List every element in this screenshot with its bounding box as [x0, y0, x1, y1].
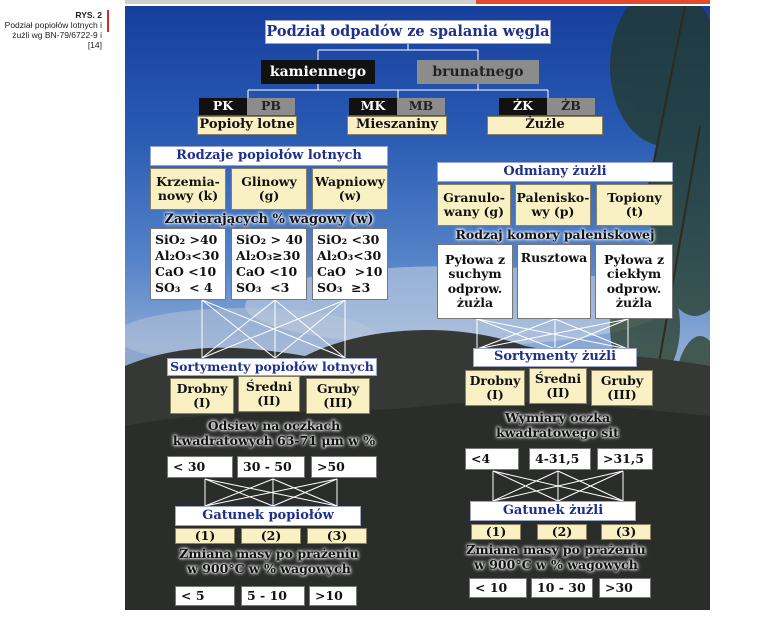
fly-ash-loss-label: Zmiana masy po prażeniu w 900°C w % wagowych — [179, 546, 359, 576]
slag-loss-label: Zmiana masy po prażeniu w 900°C w % wagowych — [466, 542, 646, 572]
code-zk: ŻK — [499, 98, 547, 115]
fly-ash-composition-k: SiO₂ >40 Al₂O₃<30 CaO <10 SO₃ < 4 — [150, 228, 226, 300]
fly-ash-quality-1: (1) — [175, 528, 235, 544]
slag-type-granulated: Granulo- wany (g) — [437, 184, 511, 226]
fly-ash-type-aluminous: Glinowy (g) — [231, 168, 307, 210]
fly-ash-quality-title: Gatunek popiołów — [175, 506, 361, 526]
fly-ash-type-calcareous: Wapniowy (w) — [312, 168, 388, 210]
fly-ash-composition-g: SiO₂ > 40 Al₂O₃≥30 CaO <10 SO₃ <3 — [231, 228, 307, 300]
slag-grade-fine: Drobny (I) — [465, 370, 525, 406]
fly-ash-grades-title: Sortymenty popiołów lotnych — [167, 358, 377, 376]
group-label-fly-ash: Popioły lotne — [197, 116, 297, 135]
fly-ash-loss-value-1: < 5 — [175, 586, 235, 606]
figure-caption — [4, 10, 102, 50]
slag-quality-title: Gatunek żużli — [470, 501, 636, 521]
slag-loss-value-3: >30 — [599, 578, 651, 598]
caption-accent-bar — [107, 10, 109, 32]
slag-quality-3: (3) — [601, 524, 651, 540]
slag-grade-coarse: Gruby (III) — [591, 370, 653, 406]
code-pb: PB — [247, 98, 295, 115]
slag-types-title: Odmiany żużli — [437, 162, 673, 182]
fly-ash-composition-w: SiO₂ <30 Al₂O₃<30 CaO >10 SO₃ ≥3 — [312, 228, 388, 300]
slag-loss-value-2: 10 - 30 — [531, 578, 593, 598]
fly-ash-loss-value-3: >10 — [309, 586, 357, 606]
slag-chamber-grate: Rusztowa — [517, 244, 591, 319]
coal-brown-box: brunatnego — [417, 60, 539, 84]
code-mb: MB — [397, 98, 445, 115]
fly-ash-quality-3: (3) — [307, 528, 367, 544]
slag-chamber-label: Rodzaj komory paleniskowej — [455, 227, 655, 242]
top-strip — [125, 0, 710, 4]
fly-ash-sieve-label: Odsiew na oczkach kwadratowych 63-71 μm w % — [172, 418, 376, 448]
code-zb: ŻB — [547, 98, 595, 115]
figure-number: RYS. 2 — [75, 10, 102, 20]
slag-chamber-dry: Pyłowa z suchym odprow. żużla — [437, 244, 513, 319]
slag-grades-title: Sortymenty żużli — [473, 348, 637, 367]
group-label-slag: Żużle — [487, 116, 603, 135]
slag-type-molten: Topiony (t) — [596, 184, 673, 226]
slag-quality-1: (1) — [471, 524, 521, 540]
fly-ash-loss-value-2: 5 - 10 — [241, 586, 305, 606]
slag-grade-medium: Średni (II) — [529, 368, 587, 404]
fly-ash-sieve-value-3: >50 — [311, 456, 377, 478]
fly-ash-types-title: Rodzaje popiołów lotnych — [150, 146, 388, 166]
slag-mesh-value-1: <4 — [465, 448, 519, 470]
slag-chamber-wet: Pyłowa z ciekłym odprow. żużla — [595, 244, 673, 319]
diagram-canvas — [125, 6, 710, 610]
fly-ash-sieve-value-1: < 30 — [167, 456, 233, 478]
slag-loss-value-1: < 10 — [469, 578, 527, 598]
fly-ash-grade-coarse: Gruby (III) — [306, 378, 370, 414]
slag-type-furnace: Palenisko- wy (p) — [515, 184, 591, 226]
fly-ash-sieve-value-2: 30 - 50 — [237, 456, 305, 478]
fly-ash-grade-fine: Drobny (I) — [170, 378, 234, 414]
figure-caption-text: Podział popiołów lotnych i żużli wg BN-79/6722-9 i [14] — [4, 20, 102, 50]
coal-hard-box: kamiennego — [261, 60, 375, 84]
diagram-title: Podział odpadów ze spalania węgla — [265, 20, 551, 44]
code-pk: PK — [199, 98, 247, 115]
slag-mesh-value-2: 4-31,5 — [529, 448, 591, 470]
fly-ash-type-siliceous: Krzemia- nowy (k) — [150, 168, 226, 210]
fly-ash-quality-2: (2) — [241, 528, 301, 544]
fly-ash-grade-medium: Średni (II) — [238, 376, 300, 412]
slag-quality-2: (2) — [537, 524, 587, 540]
fly-ash-content-label: Zawierających % wagowy (w) — [164, 212, 374, 227]
group-label-mixtures: Mieszaniny — [347, 116, 447, 135]
slag-mesh-label: Wymiary oczka kwadratowego sit — [496, 410, 619, 440]
code-mk: MK — [349, 98, 397, 115]
slag-mesh-value-3: >31,5 — [597, 448, 653, 470]
